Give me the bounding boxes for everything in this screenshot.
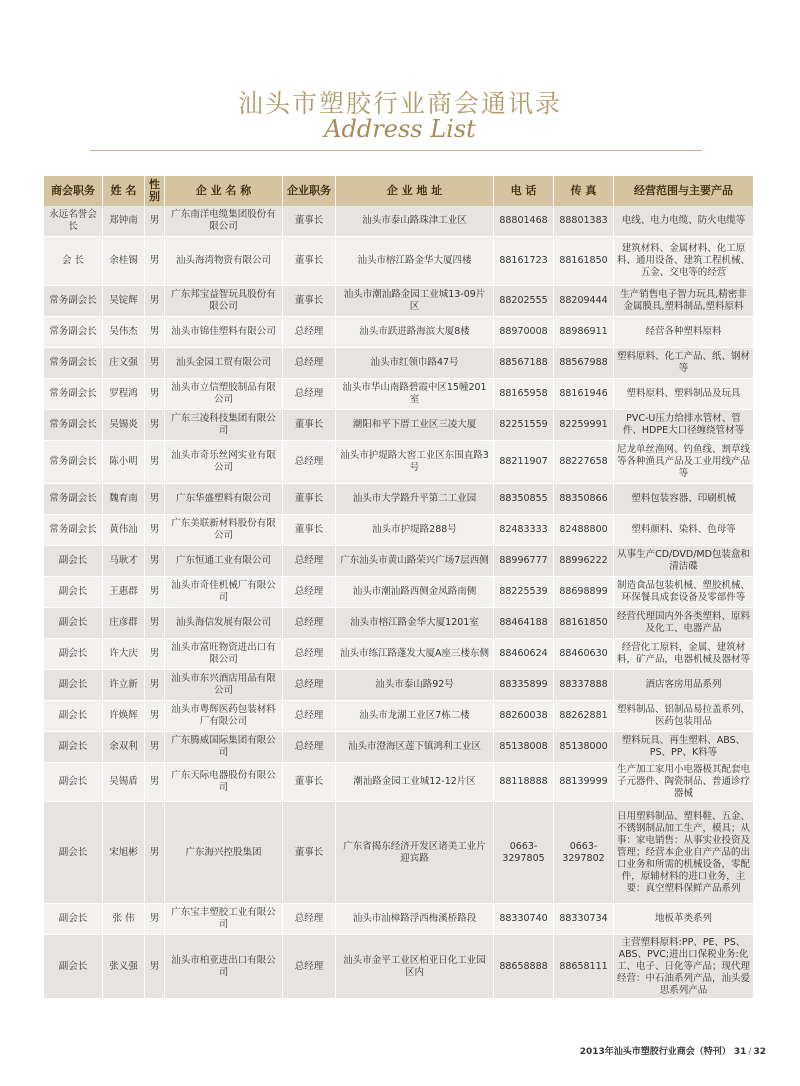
- cell-fax: 88658111: [554, 935, 614, 999]
- cell-scope: 塑料制品、铝制品易拉盖系列、医药包装用品: [614, 701, 754, 732]
- cell-fax: 88337888: [554, 670, 614, 701]
- table-row: [44, 546, 754, 577]
- cell-sex: 男: [145, 237, 165, 286]
- cell-name: 吴锭辉: [103, 286, 145, 317]
- cell-address: 汕头市潮汕路金园工业城13-09片区: [336, 286, 494, 317]
- cell-company: 广东邦宝益智玩具股份有限公司: [165, 286, 283, 317]
- cell-fax: 82488800: [554, 515, 614, 546]
- cell-role: 副会长: [44, 701, 103, 732]
- cell-scope: 生产加工家用小电器极其配套电子元器件、陶瓷制品、普通诊疗器械: [614, 763, 754, 802]
- cell-address: 汕头市红领巾路47号: [336, 348, 494, 379]
- table-row: [44, 348, 754, 379]
- cell-fax: 88161850: [554, 237, 614, 286]
- cell-fax: 88227658: [554, 441, 614, 484]
- page-title: 汕头市塑胶行业商会通讯录: [237, 89, 562, 118]
- cell-company: 广东天际电器股份有限公司: [165, 763, 283, 802]
- cell-phone: 88118888: [494, 763, 554, 802]
- cell-sex: 男: [145, 577, 165, 608]
- cell-phone: 88161723: [494, 237, 554, 286]
- cell-title: 总经理: [283, 701, 336, 732]
- cell-scope: 电线、电力电缆、防火电缆等: [614, 206, 754, 237]
- cell-address: 汕头市潮汕路西侧金凤路南侧: [336, 577, 494, 608]
- col-header-title: 企业职务: [283, 176, 336, 206]
- cell-name: 张 伟: [103, 904, 145, 935]
- table-row: [44, 317, 754, 348]
- cell-title: 董事长: [283, 237, 336, 286]
- cell-sex: 男: [145, 441, 165, 484]
- cell-scope: 地板革类系列: [614, 904, 754, 935]
- cell-sex: 男: [145, 763, 165, 802]
- cell-address: 汕头市护堤路288号: [336, 515, 494, 546]
- cell-title: 总经理: [283, 904, 336, 935]
- cell-company: 汕头金园工贸有限公司: [165, 348, 283, 379]
- cell-name: 许焕辉: [103, 701, 145, 732]
- cell-name: 许大庆: [103, 639, 145, 670]
- cell-scope: 塑料玩具、再生塑料、ABS、PS、PP、K料等: [614, 732, 754, 763]
- cell-name: 吴伟杰: [103, 317, 145, 348]
- cell-sex: 男: [145, 639, 165, 670]
- cell-address: 潮阳和平下厝工业区三凌大厦: [336, 410, 494, 441]
- table-row: [44, 484, 754, 515]
- cell-company: 汕头市柏亚进出口有限公司: [165, 935, 283, 999]
- cell-sex: 男: [145, 701, 165, 732]
- cell-company: 广东恒通工业有限公司: [165, 546, 283, 577]
- cell-title: 总经理: [283, 348, 336, 379]
- table-row: [44, 802, 754, 904]
- cell-fax: 88350866: [554, 484, 614, 515]
- cell-address: 广东省揭东经济开发区诸美工业片迎宾路: [336, 802, 494, 904]
- cell-title: 总经理: [283, 546, 336, 577]
- table-row: [44, 577, 754, 608]
- cell-title: 董事长: [283, 206, 336, 237]
- cell-role: 副会长: [44, 904, 103, 935]
- cell-role: 常务副会长: [44, 379, 103, 410]
- cell-role: 副会长: [44, 935, 103, 999]
- cell-title: 董事长: [283, 286, 336, 317]
- cell-scope: 酒店客房用品系列: [614, 670, 754, 701]
- cell-sex: 男: [145, 410, 165, 441]
- cell-name: 庄文强: [103, 348, 145, 379]
- cell-sex: 男: [145, 904, 165, 935]
- cell-role: 常务副会长: [44, 348, 103, 379]
- col-header-name: 姓 名: [103, 176, 145, 206]
- cell-role: 副会长: [44, 608, 103, 639]
- cell-scope: 主营塑料原料:PP、PE、PS、ABS、PVC;进出口保税业务:化工、电子、日化等产品；现代理经营：中石油系列产品，汕头爱思系列产品: [614, 935, 754, 999]
- cell-name: 黄伟汕: [103, 515, 145, 546]
- cell-sex: 男: [145, 515, 165, 546]
- cell-scope: 建筑材料、金属材料、化工原料、通用设备、建筑工程机械、五金、交电等的经营: [614, 237, 754, 286]
- cell-scope: 日用塑料制品、塑料鞋、五金、不锈钢制品加工生产，模具；从事：家电销售：从事实业投资及管理；经营本企业自产产品的出口业务和所需的机械设备，零配件，原辅材料的进口业务，主要：真空塑料保鲜产品系列: [614, 802, 754, 904]
- cell-address: 潮汕路金园工业城12-12片区: [336, 763, 494, 802]
- cell-scope: 塑料原料、化工产品、纸、钢材等: [614, 348, 754, 379]
- cell-sex: 男: [145, 286, 165, 317]
- cell-name: 吴锡盾: [103, 763, 145, 802]
- cell-address: 汕头市泰山路92号: [336, 670, 494, 701]
- table-row: [44, 904, 754, 935]
- cell-title: 董事长: [283, 515, 336, 546]
- cell-name: 马耿才: [103, 546, 145, 577]
- cell-address: 汕头市榕江路金华大厦四楼: [336, 237, 494, 286]
- cell-phone: 88970008: [494, 317, 554, 348]
- cell-address: 汕头市龙湖工业区7栋二楼: [336, 701, 494, 732]
- table-row: [44, 639, 754, 670]
- cell-title: 董事长: [283, 802, 336, 904]
- cell-company: 广东华盛塑料有限公司: [165, 484, 283, 515]
- cell-title: 总经理: [283, 379, 336, 410]
- table-row: [44, 763, 754, 802]
- table-row: [44, 515, 754, 546]
- page-number-left: 31: [733, 1047, 747, 1057]
- cell-role: 副会长: [44, 670, 103, 701]
- page-separator: /: [748, 1047, 752, 1057]
- cell-scope: 经营化工原料，金属、建筑材料，矿产品，电器机械及器材等: [614, 639, 754, 670]
- col-header-address: 企 业 地 址: [336, 176, 494, 206]
- cell-sex: 男: [145, 484, 165, 515]
- cell-company: 汕头海湾物资有限公司: [165, 237, 283, 286]
- cell-name: 许立新: [103, 670, 145, 701]
- cell-company: 广东美联新材料股份有限公司: [165, 515, 283, 546]
- cell-scope: 生产销售电子智力玩具,精密非金属膜具,塑料制品,塑料原料: [614, 286, 754, 317]
- cell-title: 董事长: [283, 763, 336, 802]
- cell-fax: 85138000: [554, 732, 614, 763]
- cell-sex: 男: [145, 206, 165, 237]
- cell-title: 总经理: [283, 317, 336, 348]
- cell-role: 副会长: [44, 546, 103, 577]
- cell-title: 董事长: [283, 410, 336, 441]
- table-row: [44, 732, 754, 763]
- cell-role: 副会长: [44, 763, 103, 802]
- cell-phone: 88260038: [494, 701, 554, 732]
- cell-title: 总经理: [283, 670, 336, 701]
- cell-title: 总经理: [283, 639, 336, 670]
- cell-fax: 88698899: [554, 577, 614, 608]
- cell-name: 余桂锡: [103, 237, 145, 286]
- cell-phone: 88567188: [494, 348, 554, 379]
- cell-phone: 82251559: [494, 410, 554, 441]
- cell-phone: 0663-3297805: [494, 802, 554, 904]
- col-header-scope: 经营范围与主要产品: [614, 176, 754, 206]
- cell-role: 常务副会长: [44, 317, 103, 348]
- cell-fax: 82259991: [554, 410, 614, 441]
- cell-fax: 88986911: [554, 317, 614, 348]
- cell-address: 汕头市汕樟路浮西梅溪桥路段: [336, 904, 494, 935]
- cell-phone: 88460624: [494, 639, 554, 670]
- col-header-company: 企 业 名 称: [165, 176, 283, 206]
- cell-name: 张义强: [103, 935, 145, 999]
- cell-role: 副会长: [44, 802, 103, 904]
- cell-role: 副会长: [44, 732, 103, 763]
- cell-title: 总经理: [283, 577, 336, 608]
- cell-scope: 经营代理国内外各类塑料、原料及化工、电器产品: [614, 608, 754, 639]
- cell-company: 广东三凌科技集团有限公司: [165, 410, 283, 441]
- cell-title: 总经理: [283, 608, 336, 639]
- cell-scope: 尼龙单丝渔网、钓鱼线、割草线等各种渔具产品及工业用线产品等: [614, 441, 754, 484]
- page-number-right: 32: [753, 1047, 766, 1057]
- cell-phone: 88202555: [494, 286, 554, 317]
- page-subtitle: Address List: [324, 115, 476, 143]
- cell-name: 郑钟南: [103, 206, 145, 237]
- table-row: [44, 670, 754, 701]
- cell-fax: 88460630: [554, 639, 614, 670]
- cell-sex: 男: [145, 935, 165, 999]
- cell-sex: 男: [145, 546, 165, 577]
- cell-company: 汕头市奇佳机械厂有限公司: [165, 577, 283, 608]
- title-divider: [90, 150, 702, 151]
- cell-scope: 从事生产CD/DVD/MD包装盒和清洁碟: [614, 546, 754, 577]
- cell-address: 广东汕头市黄山路荣兴广场7层西侧: [336, 546, 494, 577]
- cell-company: 广东南洋电缆集团股份有限公司: [165, 206, 283, 237]
- cell-company: 广东腾威国际集团有限公司: [165, 732, 283, 763]
- cell-scope: PVC-U压力给排水管材、管件、HDPE大口径缠绕管材等: [614, 410, 754, 441]
- cell-phone: 88330740: [494, 904, 554, 935]
- cell-name: 吴锡炎: [103, 410, 145, 441]
- cell-title: 总经理: [283, 935, 336, 999]
- cell-fax: 88567988: [554, 348, 614, 379]
- cell-role: 永远名誉会长: [44, 206, 103, 237]
- cell-phone: 88211907: [494, 441, 554, 484]
- table-row: [44, 935, 754, 999]
- cell-name: 王惠群: [103, 577, 145, 608]
- table-body: [44, 206, 754, 999]
- cell-company: 汕头市东兴酒店用品有限公司: [165, 670, 283, 701]
- table-header-row: [44, 176, 754, 206]
- cell-scope: 经营各种塑料原料: [614, 317, 754, 348]
- publication-name: 2013年汕头市塑胶行业商会（特刊）: [579, 1047, 731, 1057]
- cell-phone: 88335899: [494, 670, 554, 701]
- cell-sex: 男: [145, 348, 165, 379]
- cell-fax: 88161850: [554, 608, 614, 639]
- cell-address: 汕头市大学路升平第二工业园: [336, 484, 494, 515]
- cell-role: 副会长: [44, 639, 103, 670]
- cell-address: 汕头市泰山路珠津工业区: [336, 206, 494, 237]
- cell-fax: 88161946: [554, 379, 614, 410]
- cell-address: 汕头市金平工业区柏亚日化工业园区内: [336, 935, 494, 999]
- cell-role: 常务副会长: [44, 484, 103, 515]
- table-row: [44, 608, 754, 639]
- cell-phone: 88350855: [494, 484, 554, 515]
- cell-scope: 塑料原料、塑料制品及玩具: [614, 379, 754, 410]
- cell-name: 余双利: [103, 732, 145, 763]
- cell-scope: 塑料颜料、染料、色母等: [614, 515, 754, 546]
- cell-fax: 88330734: [554, 904, 614, 935]
- table-row: [44, 206, 754, 237]
- col-header-fax: 传 真: [554, 176, 614, 206]
- cell-name: 魏育南: [103, 484, 145, 515]
- cell-company: 汕头市立信塑胶制品有限公司: [165, 379, 283, 410]
- cell-scope: 制造食品包装机械、塑胶机械、环保餐具成套设备及零部件等: [614, 577, 754, 608]
- col-header-phone: 电 话: [494, 176, 554, 206]
- cell-address: 汕头市护堤路大窖工业区东围直路3号: [336, 441, 494, 484]
- cell-company: 汕头市粤辉医药包装材料厂有限公司: [165, 701, 283, 732]
- cell-sex: 男: [145, 379, 165, 410]
- cell-sex: 男: [145, 802, 165, 904]
- cell-phone: 88658888: [494, 935, 554, 999]
- cell-phone: 85138008: [494, 732, 554, 763]
- cell-phone: 82483333: [494, 515, 554, 546]
- cell-name: 宋旭彬: [103, 802, 145, 904]
- cell-company: 广东宝丰塑胶工业有限公司: [165, 904, 283, 935]
- page-footer: [580, 1044, 766, 1057]
- cell-phone: 88801468: [494, 206, 554, 237]
- cell-title: 董事长: [283, 484, 336, 515]
- cell-address: 汕头市华山南路碧霞中区15幢201室: [336, 379, 494, 410]
- address-list-table: [44, 176, 754, 999]
- cell-phone: 88225539: [494, 577, 554, 608]
- cell-title: 总经理: [283, 732, 336, 763]
- cell-scope: 塑料包装容器、印刷机械: [614, 484, 754, 515]
- cell-role: 会 长: [44, 237, 103, 286]
- cell-title: 总经理: [283, 441, 336, 484]
- cell-phone: 88165958: [494, 379, 554, 410]
- cell-phone: 88464188: [494, 608, 554, 639]
- table-row: [44, 441, 754, 484]
- cell-name: 庄彦群: [103, 608, 145, 639]
- cell-company: 广东海兴控股集团: [165, 802, 283, 904]
- cell-fax: 88996222: [554, 546, 614, 577]
- cell-fax: 88262881: [554, 701, 614, 732]
- table-row: [44, 237, 754, 286]
- cell-phone: 88996777: [494, 546, 554, 577]
- cell-address: 汕头市榕江路金华大厦1201室: [336, 608, 494, 639]
- cell-role: 常务副会长: [44, 441, 103, 484]
- cell-company: 汕头市奇乐丝网实业有限公司: [165, 441, 283, 484]
- cell-sex: 男: [145, 670, 165, 701]
- cell-role: 副会长: [44, 577, 103, 608]
- cell-address: 汕头市跃进路海滨大厦8楼: [336, 317, 494, 348]
- cell-company: 汕头市锦佳塑料有限公司: [165, 317, 283, 348]
- cell-fax: 88209444: [554, 286, 614, 317]
- cell-company: 汕头市富旺物资进出口有限公司: [165, 639, 283, 670]
- cell-address: 汕头市澄海区莲下镇鸿利工业区: [336, 732, 494, 763]
- col-header-sex: 性别: [145, 176, 165, 206]
- cell-address: 汕头市练江路蓬发大厦A座三楼东侧: [336, 639, 494, 670]
- table-row: [44, 410, 754, 441]
- cell-company: 汕头海信发展有限公司: [165, 608, 283, 639]
- col-header-role: 商会职务: [44, 176, 103, 206]
- table-row: [44, 286, 754, 317]
- cell-role: 常务副会长: [44, 515, 103, 546]
- cell-name: 罗程鸿: [103, 379, 145, 410]
- cell-fax: 88139999: [554, 763, 614, 802]
- cell-sex: 男: [145, 732, 165, 763]
- cell-fax: 88801383: [554, 206, 614, 237]
- table-row: [44, 701, 754, 732]
- cell-role: 常务副会长: [44, 410, 103, 441]
- table-row: [44, 379, 754, 410]
- cell-role: 常务副会长: [44, 286, 103, 317]
- cell-sex: 男: [145, 608, 165, 639]
- cell-fax: 0663-3297802: [554, 802, 614, 904]
- cell-sex: 男: [145, 317, 165, 348]
- cell-name: 陈小明: [103, 441, 145, 484]
